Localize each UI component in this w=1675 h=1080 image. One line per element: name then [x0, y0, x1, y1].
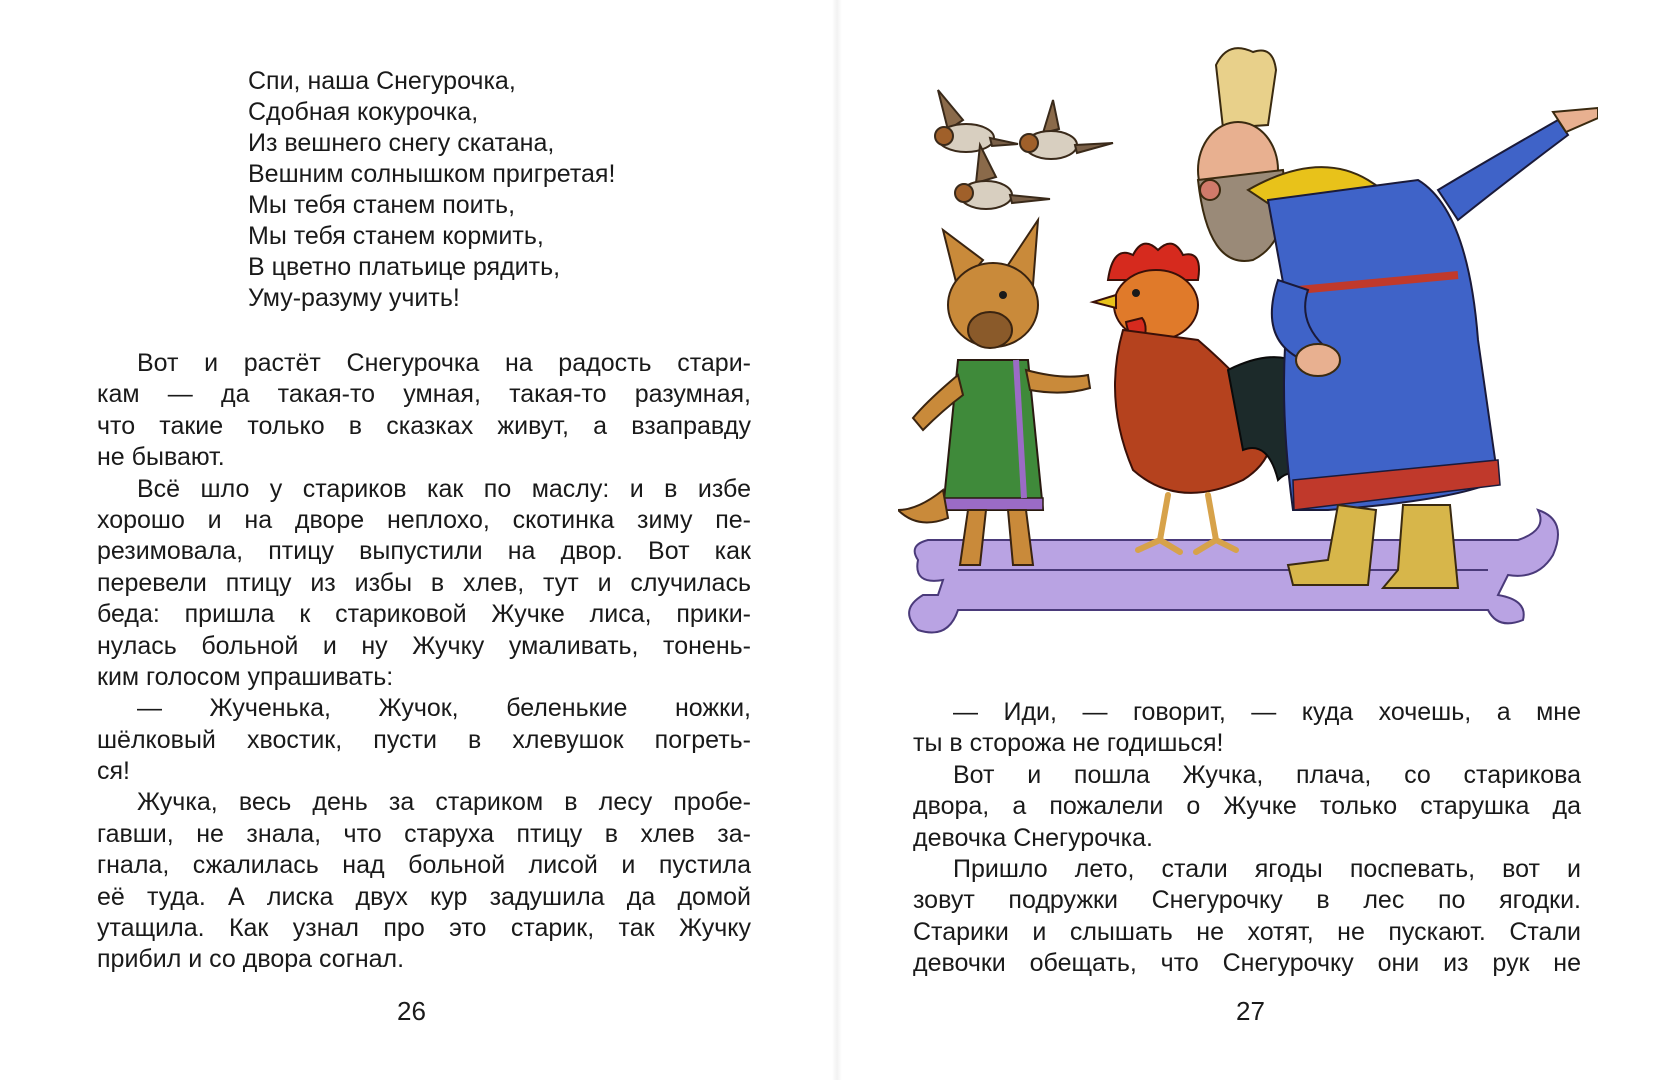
text-line: — Жученька, Жучок, беленькие ножки, [137, 694, 751, 723]
text-line: Вот и растёт Снегурочка на радость стари- [137, 349, 751, 377]
text-line: Всё шло у стариков как по маслу: и в избе [137, 474, 751, 503]
text-line: Вот и пошла Жучка, плача, со старикова [953, 760, 1581, 789]
left-prose [97, 348, 751, 976]
text-line: кам — да такая-то умная, такая-то разумная, [97, 380, 751, 409]
sparrow-icon [935, 90, 1018, 152]
text-line: ким голосом упрашивать: [97, 662, 394, 691]
right-prose [913, 697, 1581, 980]
text-line: резимовала, птицу выпустили на двор. Вот как [97, 537, 751, 566]
fox-figure [898, 220, 1090, 565]
poem-stanza [248, 66, 615, 314]
text-line: шёлковый хвостик, пусти в хлевушок погреть- [97, 725, 751, 754]
page-number: 26 [397, 996, 426, 1026]
text-line: утащила. Как узнал про это старик, так Жучку [97, 914, 751, 943]
text-line: Старики и слышать не хотят, не пускают. Стали [913, 917, 1581, 946]
text-line: Жучка, весь день за стариком в лесу пробе- [137, 788, 751, 817]
poem-line: Уму-разуму учить! [248, 284, 460, 312]
text-line: Пришло лето, стали ягоды поспевать, вот и [953, 854, 1581, 883]
text-line: перевели птицу из избы в хлев, тут и случилась [97, 568, 751, 597]
poem-line: Из вешнего снегу скатана, [248, 129, 555, 157]
text-line: ся! [97, 757, 130, 786]
poem-line: Вешним солнышком пригретая! [248, 160, 616, 188]
text-line: нулась больной и ну Жучку умаливать, тонень- [97, 631, 751, 660]
text-line: девочка Снегурочка. [913, 823, 1153, 852]
text-line: гнала, сжалилась над больной лисой и пустила [97, 851, 751, 880]
text-line: зовут подружки Снегурочку в лес по ягодки. [913, 886, 1581, 915]
poem-line: Сдобная кокурочка, [248, 98, 479, 126]
text-line: хорошо и на дворе неплохо, скотинка зиму пе- [97, 505, 751, 534]
text-line: что такие только в сказках живут, а взаправду [97, 411, 751, 440]
text-line: беда: пришла к стариковой Жучке лиса, прики- [97, 600, 751, 629]
left-page [0, 0, 837, 1080]
poem-line: Мы тебя станем кормить, [248, 222, 544, 250]
old-man-figure [1198, 48, 1598, 588]
poem-line: В цветно платьице рядить, [248, 253, 561, 281]
poem-line: Спи, наша Снегурочка, [248, 67, 516, 95]
text-line: гавши, не знала, что старуха птицу в хлев за- [97, 819, 751, 848]
sparrow-icon [1020, 100, 1113, 159]
text-line: двора, а пожалели о Жучке только старушка да [913, 792, 1581, 821]
text-line: прибил и со двора согнал. [97, 945, 405, 974]
page-number: 27 [1236, 996, 1265, 1026]
text-line: не бывают. [97, 443, 225, 472]
text-line: — Иди, — говорит, — куда хочешь, а мне [953, 698, 1581, 726]
poem-line: Мы тебя станем поить, [248, 191, 516, 219]
text-line: её туда. А лиска двух кур задушила да домой [97, 882, 751, 911]
text-line: девочки обещать, что Снегурочку они из рук не [913, 949, 1581, 978]
text-line: ты в сторожа не годишься! [913, 729, 1224, 758]
illustration [898, 40, 1598, 680]
ornament-floor [909, 510, 1558, 633]
